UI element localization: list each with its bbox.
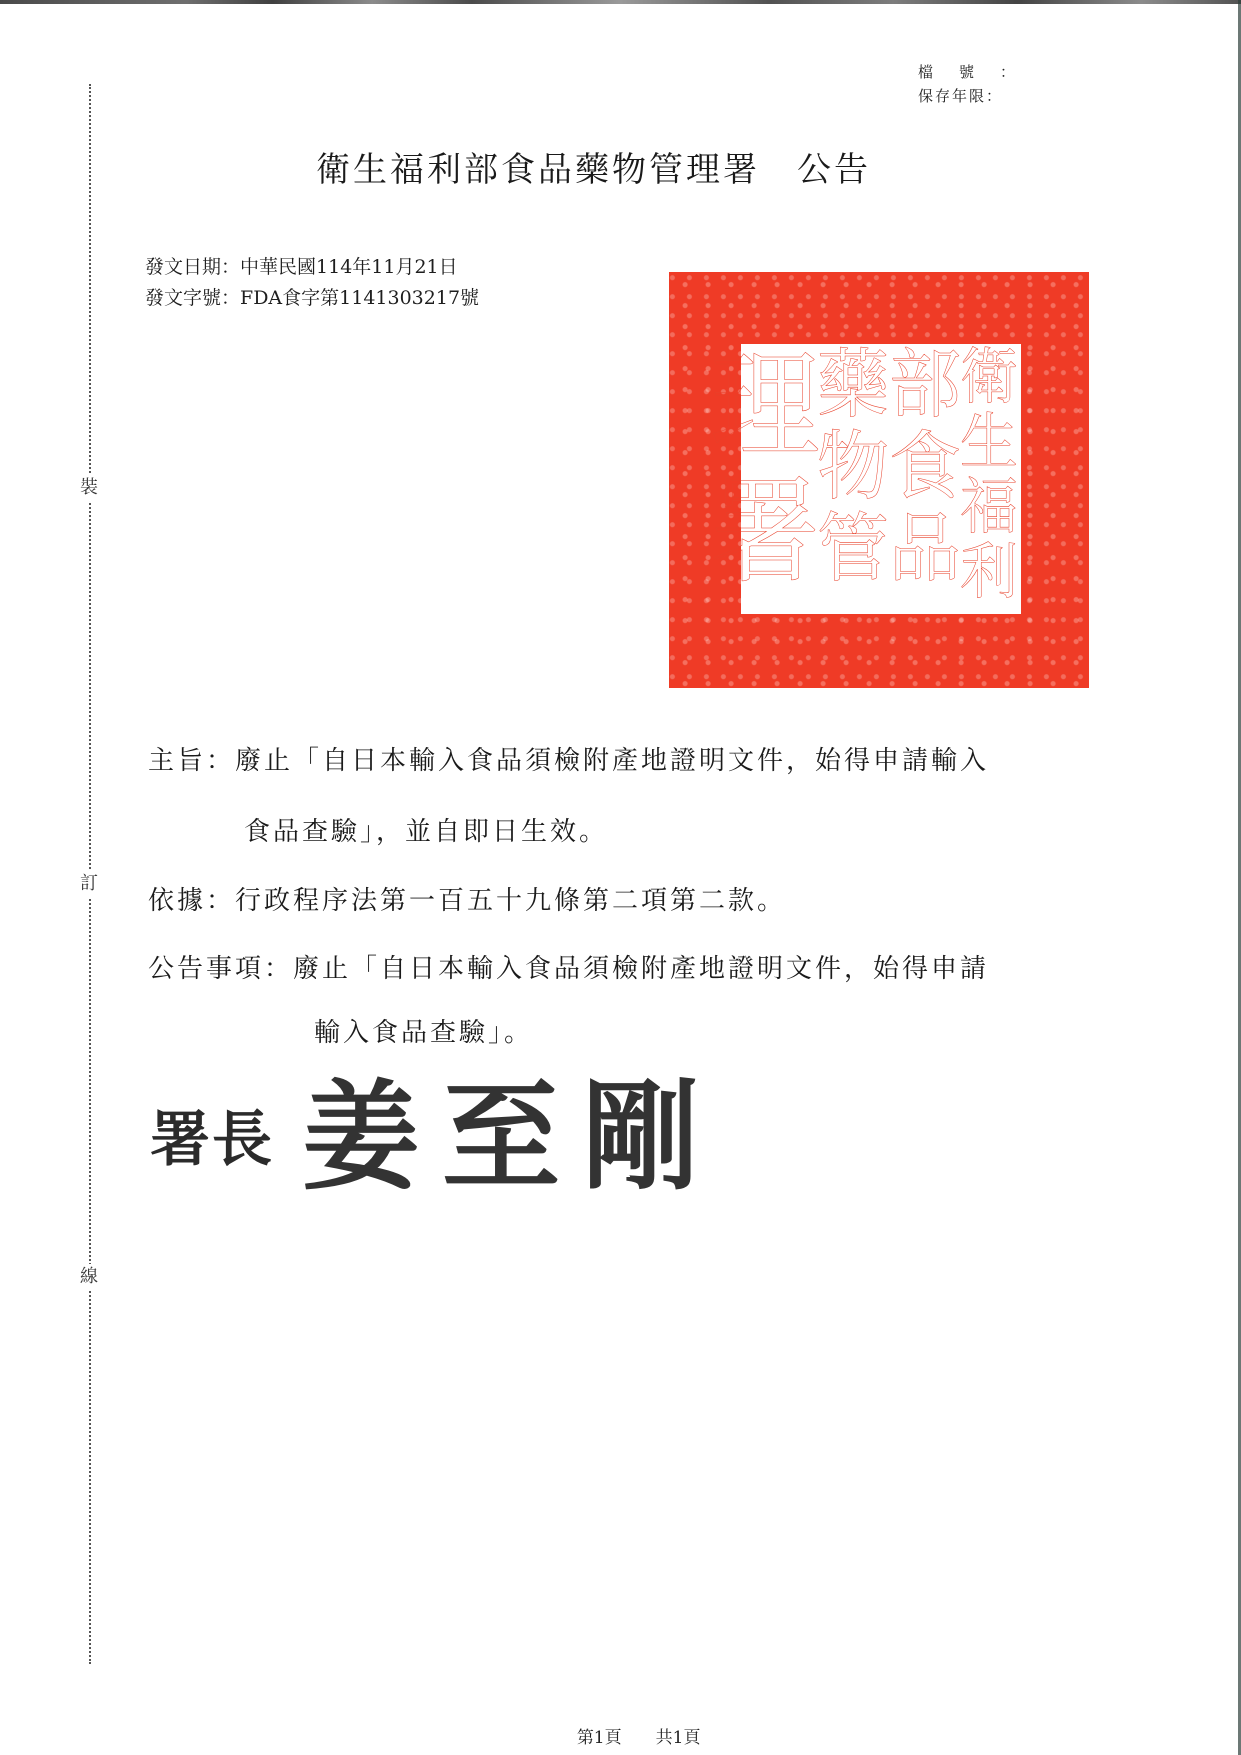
issue-info [145, 252, 479, 314]
subject-line-1 [148, 740, 989, 777]
announcement-line-1 [148, 948, 989, 985]
issue-date-row [145, 252, 479, 283]
page-total: 共1頁 [655, 1728, 701, 1748]
seal-column-2: 部食品 [877, 344, 961, 590]
subject-line-2: 食品查驗」，並自即日生效。 [244, 817, 609, 847]
seal-column-3: 藥物管 [805, 344, 889, 590]
page-footer [566, 1703, 700, 1748]
seal-column-4: 理署 [692, 344, 820, 596]
file-meta [918, 60, 1041, 108]
announcement-text-1: 廢止「自日本輸入食品須檢附產地證明文件，始得申請 [293, 954, 990, 984]
retention-label: 保存年限： [918, 87, 1004, 105]
binding-mark-xian: 線 [76, 1264, 102, 1290]
file-number-label: 檔號： [918, 63, 1042, 81]
scan-top-edge [0, 0, 1241, 4]
signature-name: 姜至剛 [302, 1067, 723, 1206]
page-number: 第1頁 [576, 1728, 622, 1748]
binding-mark-ding: 訂 [76, 871, 102, 897]
basis-text: 行政程序法第一百五十九條第二項第二款。 [235, 886, 787, 916]
subject-label: 主旨： [148, 746, 236, 776]
seal-column-1: 衛生福利 [950, 343, 1018, 605]
signature-title: 署長 [150, 1104, 274, 1175]
director-signature [150, 1066, 722, 1208]
binding-mark-zhuang: 裝 [76, 475, 102, 501]
document-title: 衛生福利部食品藥物管理署 公告 [316, 150, 871, 190]
issue-date-value: 中華民國114年11月21日 [240, 256, 458, 278]
seal-inner-field [692, 343, 1021, 614]
issue-ref-row [145, 283, 479, 314]
subject-text-1: 廢止「自日本輸入食品須檢附產地證明文件，始得申請輸入 [235, 746, 990, 776]
issue-ref-label: 發文字號： [145, 287, 241, 309]
issue-ref-value: FDA食字第1141303217號 [240, 287, 480, 309]
announcement-label: 公告事項： [148, 954, 294, 984]
basis-line [148, 880, 786, 917]
basis-label: 依據： [148, 886, 236, 916]
official-seal [669, 272, 1089, 688]
issue-date-label: 發文日期： [145, 256, 241, 278]
announcement-line-2: 輸入食品查驗」。 [314, 1018, 534, 1048]
